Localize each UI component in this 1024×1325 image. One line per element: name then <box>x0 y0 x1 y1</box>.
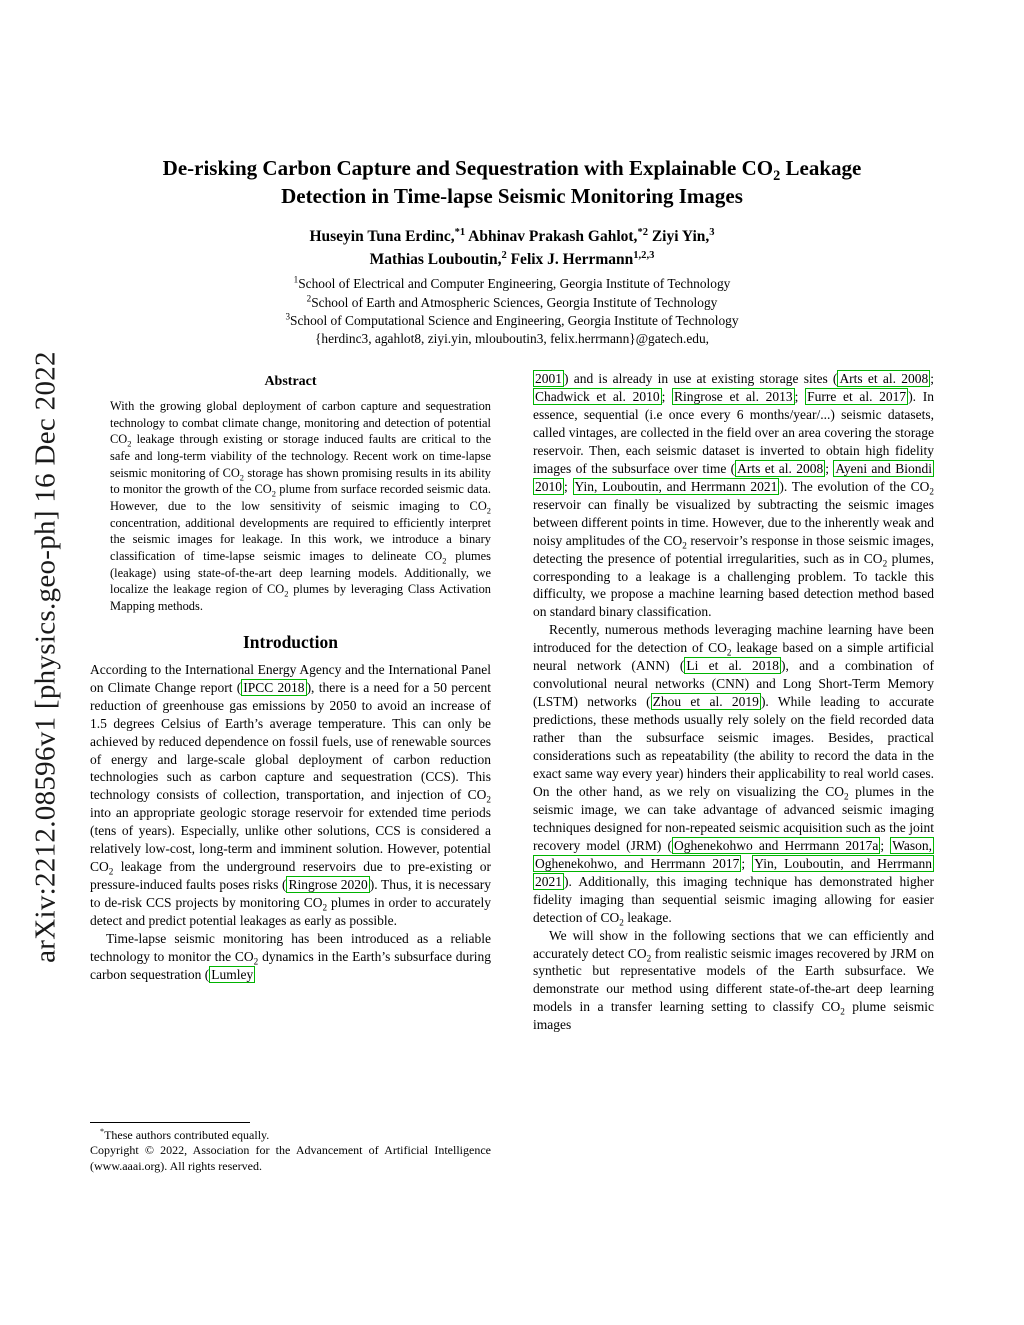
subscript: 2 <box>284 588 289 599</box>
subscript: 2 <box>253 956 259 967</box>
citation-link[interactable]: Ayeni and Biondi 2010 <box>535 460 932 494</box>
affiliation-2: $^2$School of Earth and Atmospheric Sciences, Georgia Institute of Technology <box>306 293 718 310</box>
superscript: 1,2,3 <box>633 249 655 261</box>
citation-link[interactable]: 2001 <box>535 371 562 387</box>
superscript: *2 <box>637 227 648 239</box>
superscript: 1 <box>293 274 299 285</box>
subscript: 2 <box>726 648 732 659</box>
col2-paragraph-3: We will show in the following sections that we can efficiently and accurately detect $CO_2$ from realistic seismic images recovered by JRM on synthetic but representative models of the Earth subsurface. We demonstrate our method using different state-of-the-art deep learning models in a transfer learning setting to classify $CO_2$ plume seismic images <box>533 927 934 1033</box>
citation-link[interactable]: Oghenekohwo and Herrmann 2017a <box>674 837 879 853</box>
superscript: * <box>100 1126 105 1136</box>
subscript: 2 <box>108 866 114 877</box>
arxiv-watermark: arXiv:2212.08596v1 [physics.geo-ph] 16 Dec 2022 <box>29 351 62 963</box>
author-line-2: Mathias Louboutin,$^2$ Felix J. Herrmann$^{1,2,3}$ <box>369 249 655 268</box>
intro-paragraph-2: Time-lapse seismic monitoring has been introduced as a reliable technology to monitor the $CO_2$ dynamics in the Earth’s subsurface during carbon sequestration ( Lumley <box>90 931 491 982</box>
citation-link[interactable]: Ringrose et al. 2013 <box>674 388 793 404</box>
footnote-block <box>90 1122 491 1175</box>
citation-link[interactable]: Yin, Louboutin, and Herrmann 2021 <box>574 478 778 494</box>
subscript: 2 <box>442 555 447 566</box>
two-column-body <box>90 370 934 1175</box>
subscript: 2 <box>882 558 888 569</box>
citation-link[interactable]: Ringrose 2020 <box>288 877 368 893</box>
abstract-heading: Abstract <box>264 374 317 390</box>
intro-paragraph-1: According to the International Energy Agency and the International Panel on Climate Change report ( IPCC 2018 ), there is a need for a 50 percent reduction of greenhouse gas emissions by 2050 to avoid an increase of 1.5 degrees Celsius of Earth’s average temperature. This can only be achieved by reduced dependence on fossil fuels, use of renewable sources of energy and large-scale global deployment of carbon reduction technologies such as carbon capture and sequestration (CCS). This technology consists of collection, transportation, and injection of $CO_2$ into an appropriate geologic storage reservoir for extended time periods (tens of years). Especially, unlike other solutions, CCS is considered a relatively low-cost, long-term and imminent solution. However, potential $CO_2$ leakage from the underground reservoirs due to pre-existing or pressure-induced faults poses risks ( Ringrose 2020 ). Thus, it is necessary to de-risk CCS projects by monitoring $CO_2$ plumes in order to accurately detect and predict potential leakages as early as possible. <box>90 661 491 929</box>
citation-link[interactable]: Furre et al. 2017 <box>807 388 907 404</box>
subscript: 2 <box>844 791 849 802</box>
subscript: 2 <box>929 486 934 497</box>
subscript: 2 <box>682 540 687 551</box>
footnote-rule <box>90 1122 250 1123</box>
affiliation-3: $^3$School of Computational Science and Engineering, Georgia Institute of Technology <box>285 311 739 328</box>
introduction-heading: Introduction <box>243 631 338 652</box>
affiliation-block <box>90 275 934 330</box>
author-block <box>90 226 934 271</box>
subscript: 2 <box>646 953 652 964</box>
left-column <box>90 370 491 1175</box>
subscript: 2 <box>486 795 491 806</box>
superscript: 2 <box>306 293 312 304</box>
col2-paragraph-2: Recently, numerous methods leveraging machine learning have been introduced for the detection of $CO_2$ leakage based on a simple artificial neural network (ANN) ( Li et al. 2018 ), and a combination of convolutional neural networks (CNN) and Long Short-Term Memory (LSTM) networks ( Zhou et al. 2019 ). While leading to accurate predictions, these methods usually rely solely on the field recorded data rather than the subsurface seismic images. Besides, practical considerations such as repeatability (the ability to record the data in the exact same way every year) hinders their applicability to real world cases. On the other hand, as we rely on visualizing the $CO_2$ plumes in the seismic image, we can take advantage of advanced seismic imaging techniques designed for non-repeated seismic acquisition such as the joint recovery model (JRM) ( Oghenekohwo and Herrmann 2017a ; Wason, Oghenekohwo, and Herrmann 2017 ; Yin, Louboutin, and Herrmann 2021 ). Additionally, this imaging technique has demonstrated higher fidelity imaging than sequential seismic imaging allowing for easier detection of $CO_2$ leakage. <box>533 622 935 928</box>
paper-content <box>90 0 934 1175</box>
footnote-copyright: Copyright © 2022, Association for the Advancement of Artificial Intelligence (www.aaai.org). All rights reserved. <box>90 1143 491 1174</box>
citation-link[interactable]: Yin, Louboutin, and Herrmann 2021 <box>535 855 932 889</box>
superscript: 3 <box>285 311 290 322</box>
superscript: 3 <box>709 227 715 239</box>
subscript: 2 <box>322 902 328 913</box>
citation-link[interactable]: Lumley <box>211 966 254 982</box>
subscript: 2 <box>619 917 624 928</box>
author-emails: {herdinc3, agahlot8, ziyi.yin, mlouboutin3, felix.herrmann}@gatech.edu, <box>314 331 710 347</box>
citation-link[interactable]: Arts et al. 2008 <box>737 460 824 476</box>
citation-link[interactable]: Chadwick et al. 2010 <box>535 388 660 404</box>
paper-title <box>90 155 934 210</box>
affiliation-1: $^1$School of Electrical and Computer Engineering, Georgia Institute of Technology <box>293 274 731 292</box>
subscript: 2 <box>486 505 491 516</box>
citation-link[interactable]: Li et al. 2018 <box>686 658 779 674</box>
footnote-equal-contribution: *These authors contributed equally. <box>100 1126 270 1142</box>
citation-link[interactable]: Wason, Oghenekohwo, and Herrmann 2017 <box>535 837 932 871</box>
author-line-1: Huseyin Tuna Erdinc,$^{*1}$ Abhinav Prakash Gahlot,$^{*2}$ Ziyi Yin,$^3$ <box>309 227 715 246</box>
citation-link[interactable]: IPCC 2018 <box>243 679 305 695</box>
superscript: 2 <box>501 249 507 261</box>
abstract-paragraph: With the growing global deployment of carbon capture and sequestration technology to combat climate change, monitoring and detection of potential $CO_2$ leakage through existing or storage induced faults are critical to the safe and long-term viability of the technology. Recent work on time-lapse seismic monitoring of $CO_2$ storage has shown promising results in its ability to monitor the growth of the $CO_2$ plume from surface recorded seismic data. However, due to the low sensitivity of seismic imaging to $CO_2$ concentration, additional developments are required to efficiently interpret the seismic images for leakage. In this work, we introduce a binary classification of time-lapse seismic images to delineate $CO_2$ plumes (leakage) using state-of-the-art deep learning models. Additionally, we localize the leakage region of $CO_2$ plumes by leveraging Class Activation Mapping methods. <box>110 399 492 614</box>
superscript: *1 <box>454 227 466 239</box>
subscript: 2 <box>773 168 781 185</box>
title-line-2: Detection in Time-lapse Seismic Monitoring Images <box>281 183 743 208</box>
col2-paragraph-1: 2001 ) and is already in use at existing storage sites ( Arts et al. 2008 ; Chadwick et al. 2010 ; Ringrose et al. 2013 ; Furre et al. 2017 ). In essence, sequential (i.e once every 6 months/year/...) seismic datasets, called vintages, are collected in the field over an area covering the storage reservoir. Then, each seismic dataset is inverted to obtain high fidelity images of the subsurface over time ( Arts et al. 2008 ; Ayeni and Biondi 2010 ; Yin, Louboutin, and Herrmann 2021 ). The evolution of the $CO_2$ reservoir can finally be visualized by subtracting the seismic images between different points in time. However, due to the inherently weak and noisy amplitudes of the $CO_2$ reservoir’s response in those seismic images, detecting the presence of potential irregularities, such as in $CO_2$ plumes, corresponding to a leakage is a challenging problem. To tackle this difficulty, we propose a machine learning based detection method based on standard binary classification. <box>533 371 935 620</box>
right-column <box>533 370 934 1175</box>
citation-link[interactable]: Arts et al. 2008 <box>839 371 929 387</box>
citation-link[interactable]: Zhou et al. 2019 <box>652 694 759 710</box>
title-line-1: De-risking Carbon Capture and Sequestration with Explainable $CO_2$ Leakage <box>162 156 862 185</box>
subscript: 2 <box>840 1007 845 1018</box>
subscript: 2 <box>239 472 245 483</box>
subscript: 2 <box>271 488 276 499</box>
subscript: 2 <box>127 438 132 449</box>
